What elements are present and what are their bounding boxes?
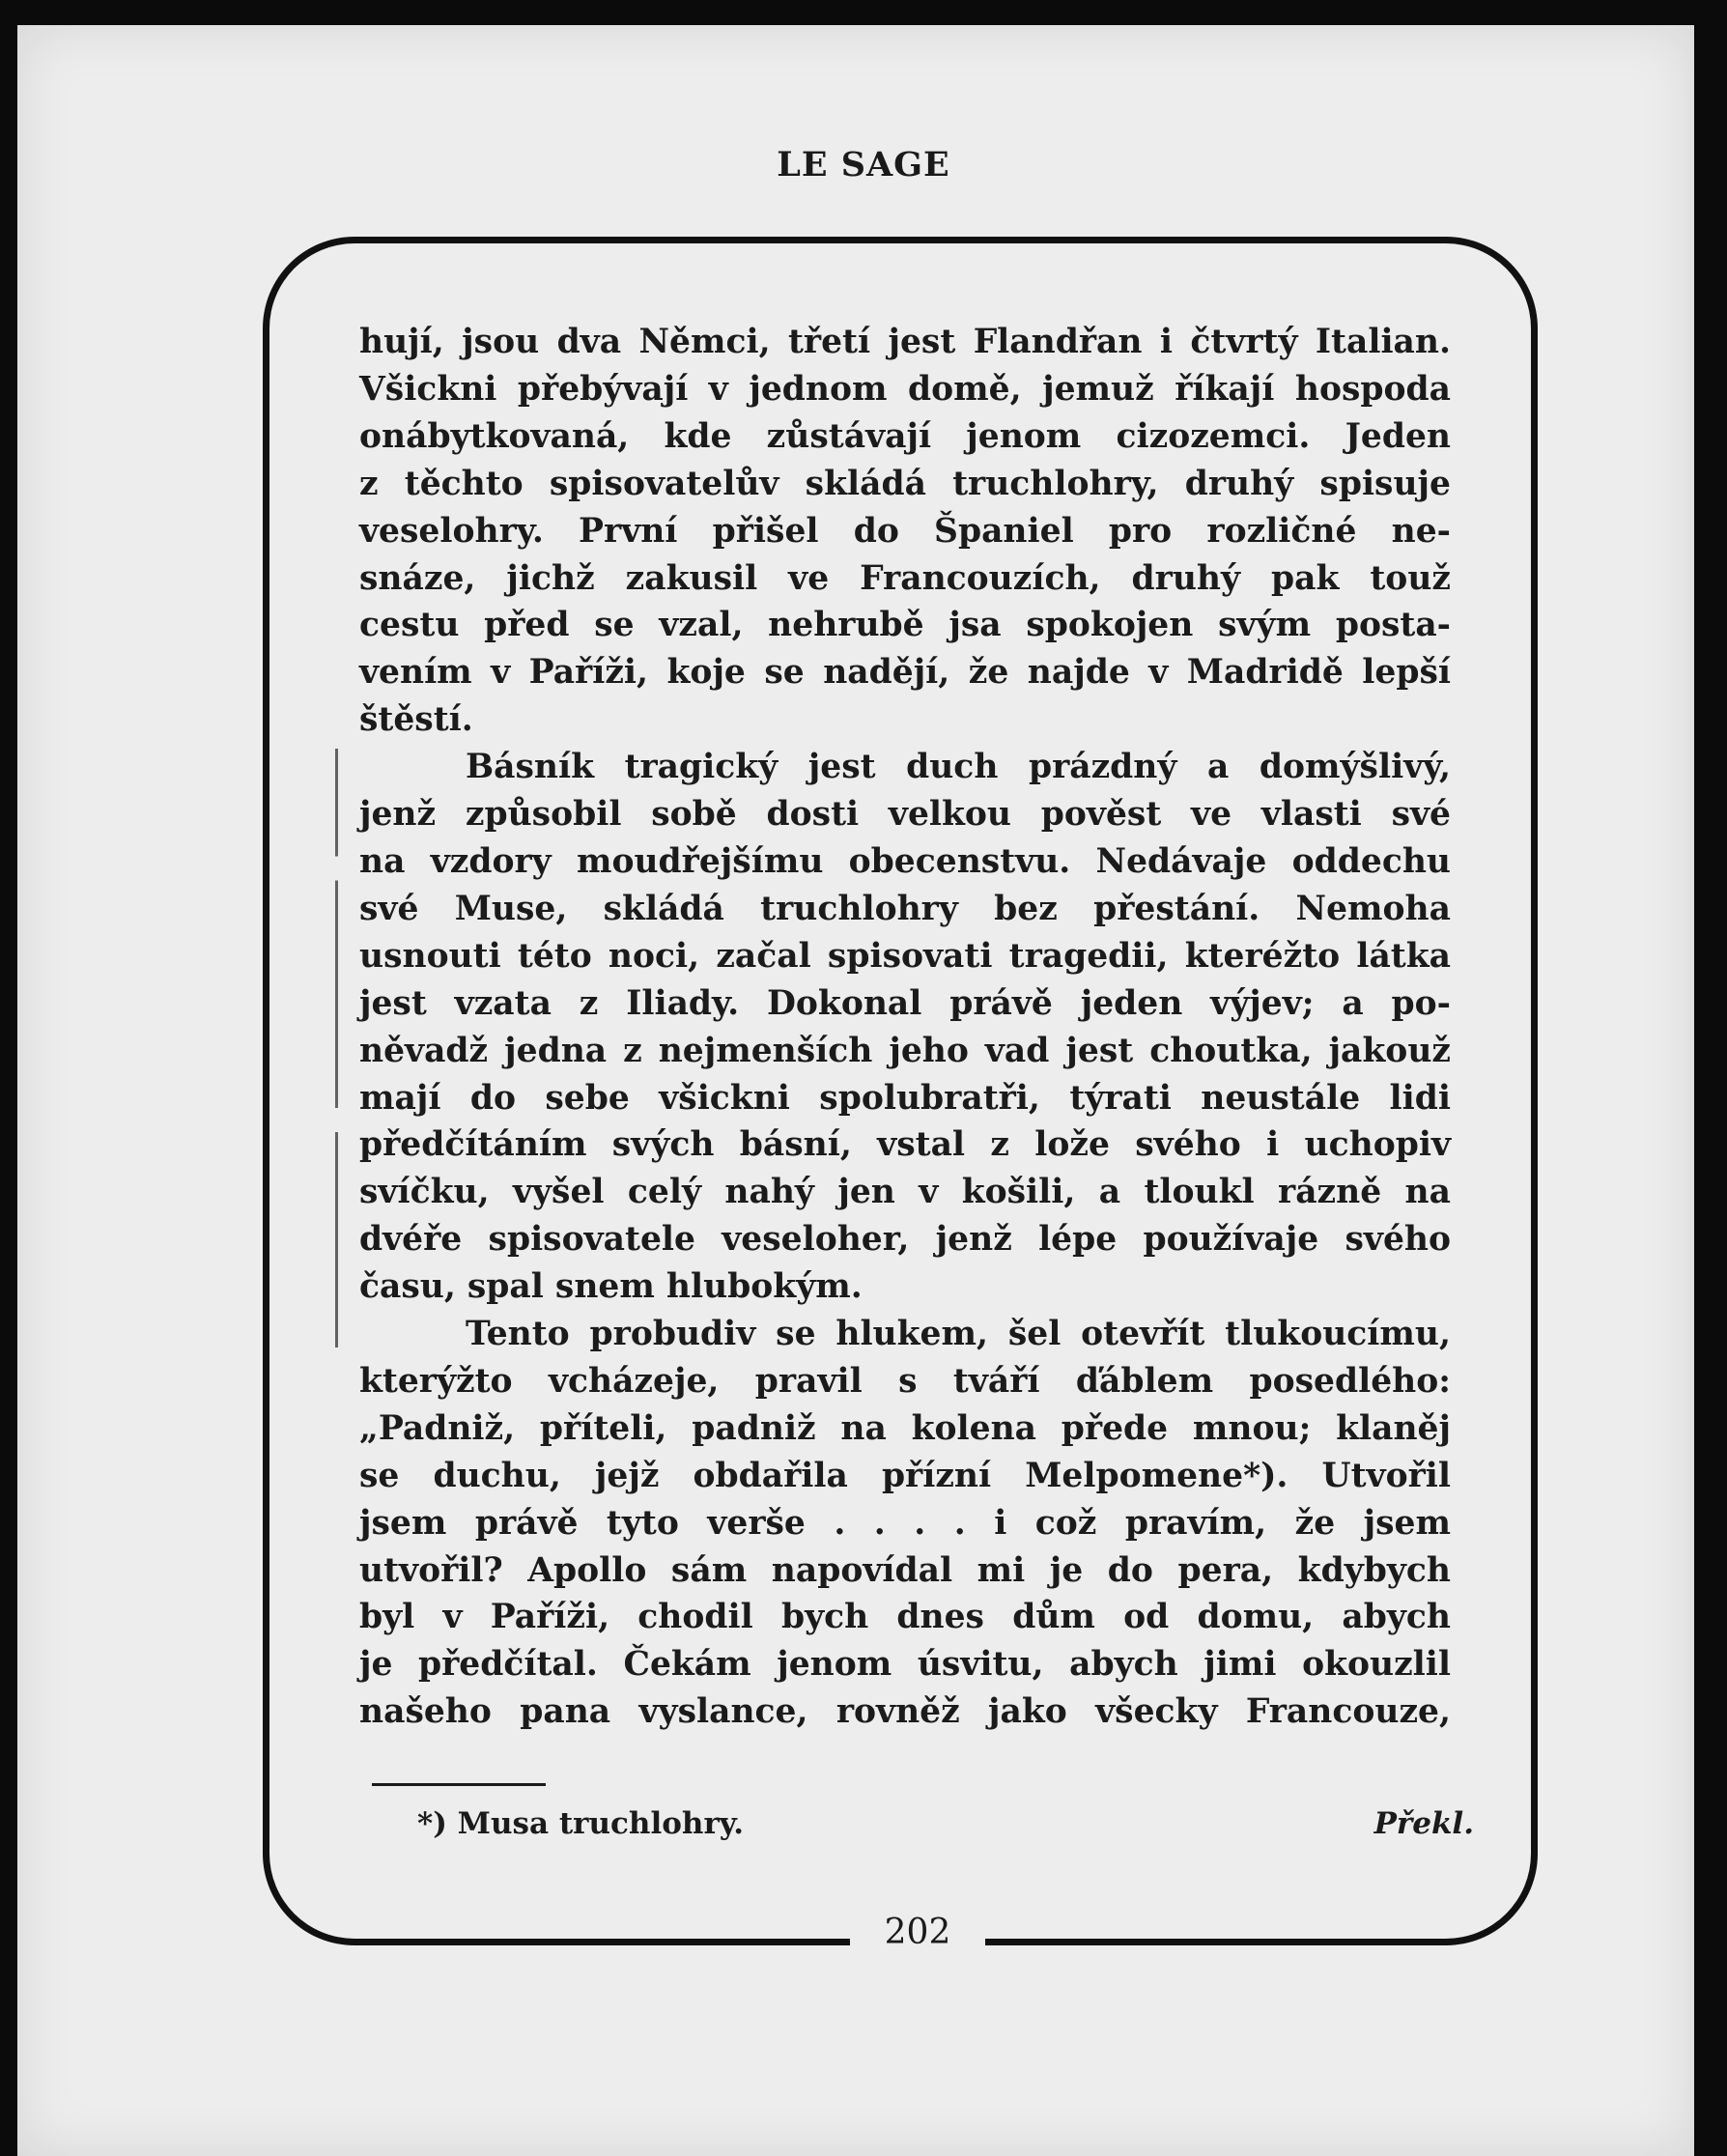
text-line: Tento probudiv se hlukem, šel otevřít tlukoucímu, xyxy=(466,1315,1451,1354)
text-line: našeho pana vyslance, rovněž jako všecky Francouze, xyxy=(359,1692,1451,1732)
body-text xyxy=(359,319,1451,1736)
text-line: kterýžto vcházeje, pravil s tváří ďáblem posedlého: xyxy=(359,1361,1451,1401)
footnote-rule xyxy=(372,1783,546,1786)
text-line: jenž způsobil sobě dosti velkou pověst ve vlasti své xyxy=(359,795,1451,835)
text-line: času, spal snem hlubokým. xyxy=(359,1267,863,1307)
text-line: Básník tragický jest duch prázdný a domýšlivý, xyxy=(466,748,1451,787)
text-line: usnouti této noci, začal spisovati tragedii, kteréžto látka xyxy=(359,936,1451,976)
text-line: na vzdory moudřejšímu obecenstvu. Nedávaje oddechu xyxy=(359,841,1451,881)
text-line: se duchu, jejž obdařila přízní Melpomene*). Utvořil xyxy=(359,1456,1451,1495)
text-line: onábytkovaná, kde zůstávají jenom cizozemci. Jeden xyxy=(359,416,1451,456)
text-line: vením v Paříži, koje se nadějí, že najde v Madridě lepší xyxy=(359,653,1451,693)
text-line: předčítáním svých básní, vstal z lože svého i uchopiv xyxy=(359,1125,1451,1165)
text-line: svíčku, vyšel celý nahý jen v košili, a tloukl rázně na xyxy=(359,1173,1451,1212)
text-line: jsem právě tyto verše . . . . i což pravím, že jsem xyxy=(359,1503,1451,1543)
text-line: byl v Paříži, chodil bych dnes dům od domu, abych xyxy=(359,1598,1451,1637)
text-line: snáze, jichž zakusil ve Francouzích, druhý pak touž xyxy=(359,558,1451,598)
running-header: LE SAGE xyxy=(777,145,950,184)
page-frame-left xyxy=(263,425,269,1782)
text-line: štěstí. xyxy=(359,700,473,740)
margin-pencil-mark xyxy=(335,749,338,1348)
text-line: z těchto spisovatelův skládá truchlohry, druhý spisuje xyxy=(359,464,1451,503)
footnote-text: *) Musa truchlohry. xyxy=(417,1806,745,1841)
text-line: cestu před se vzal, nehrubě jsa spokojen svým posta- xyxy=(359,606,1451,645)
text-line: je předčítal. Čekám jenom úsvitu, abych jimi okouzlil xyxy=(359,1645,1451,1685)
text-line: utvořil? Apollo sám napovídal mi je do pera, kdybych xyxy=(359,1550,1451,1590)
page-number: 202 xyxy=(884,1913,951,1952)
footnote-translator-mark: Překl. xyxy=(1373,1806,1474,1841)
text-line: Všickni přebývají v jednom domě, jemuž říkají hospoda xyxy=(359,369,1451,409)
page-frame-right xyxy=(1531,425,1538,1782)
text-line: dvéře spisovatele veseloher, jenž lépe používaje svého xyxy=(359,1220,1451,1260)
text-line: jest vzata z Iliady. Dokonal právě jeden výjev; a po- xyxy=(359,983,1451,1023)
text-line: „Padniž, příteli, padniž na kolena přede mnou; klaněj xyxy=(359,1408,1451,1448)
text-line: mají do sebe všickni spolubratři, týrati neustále lidi xyxy=(359,1078,1451,1118)
text-line: něvadž jedna z nejmenších jeho vad jest choutka, jakouž xyxy=(359,1031,1451,1070)
text-line: veselohry. První přišel do Španiel pro rozličné ne- xyxy=(359,511,1451,551)
text-line: hují, jsou dva Němci, třetí jest Flandřan i čtvrtý Italian. xyxy=(359,323,1451,361)
text-line: své Muse, skládá truchlohry bez přestání. Nemoha xyxy=(359,889,1451,928)
